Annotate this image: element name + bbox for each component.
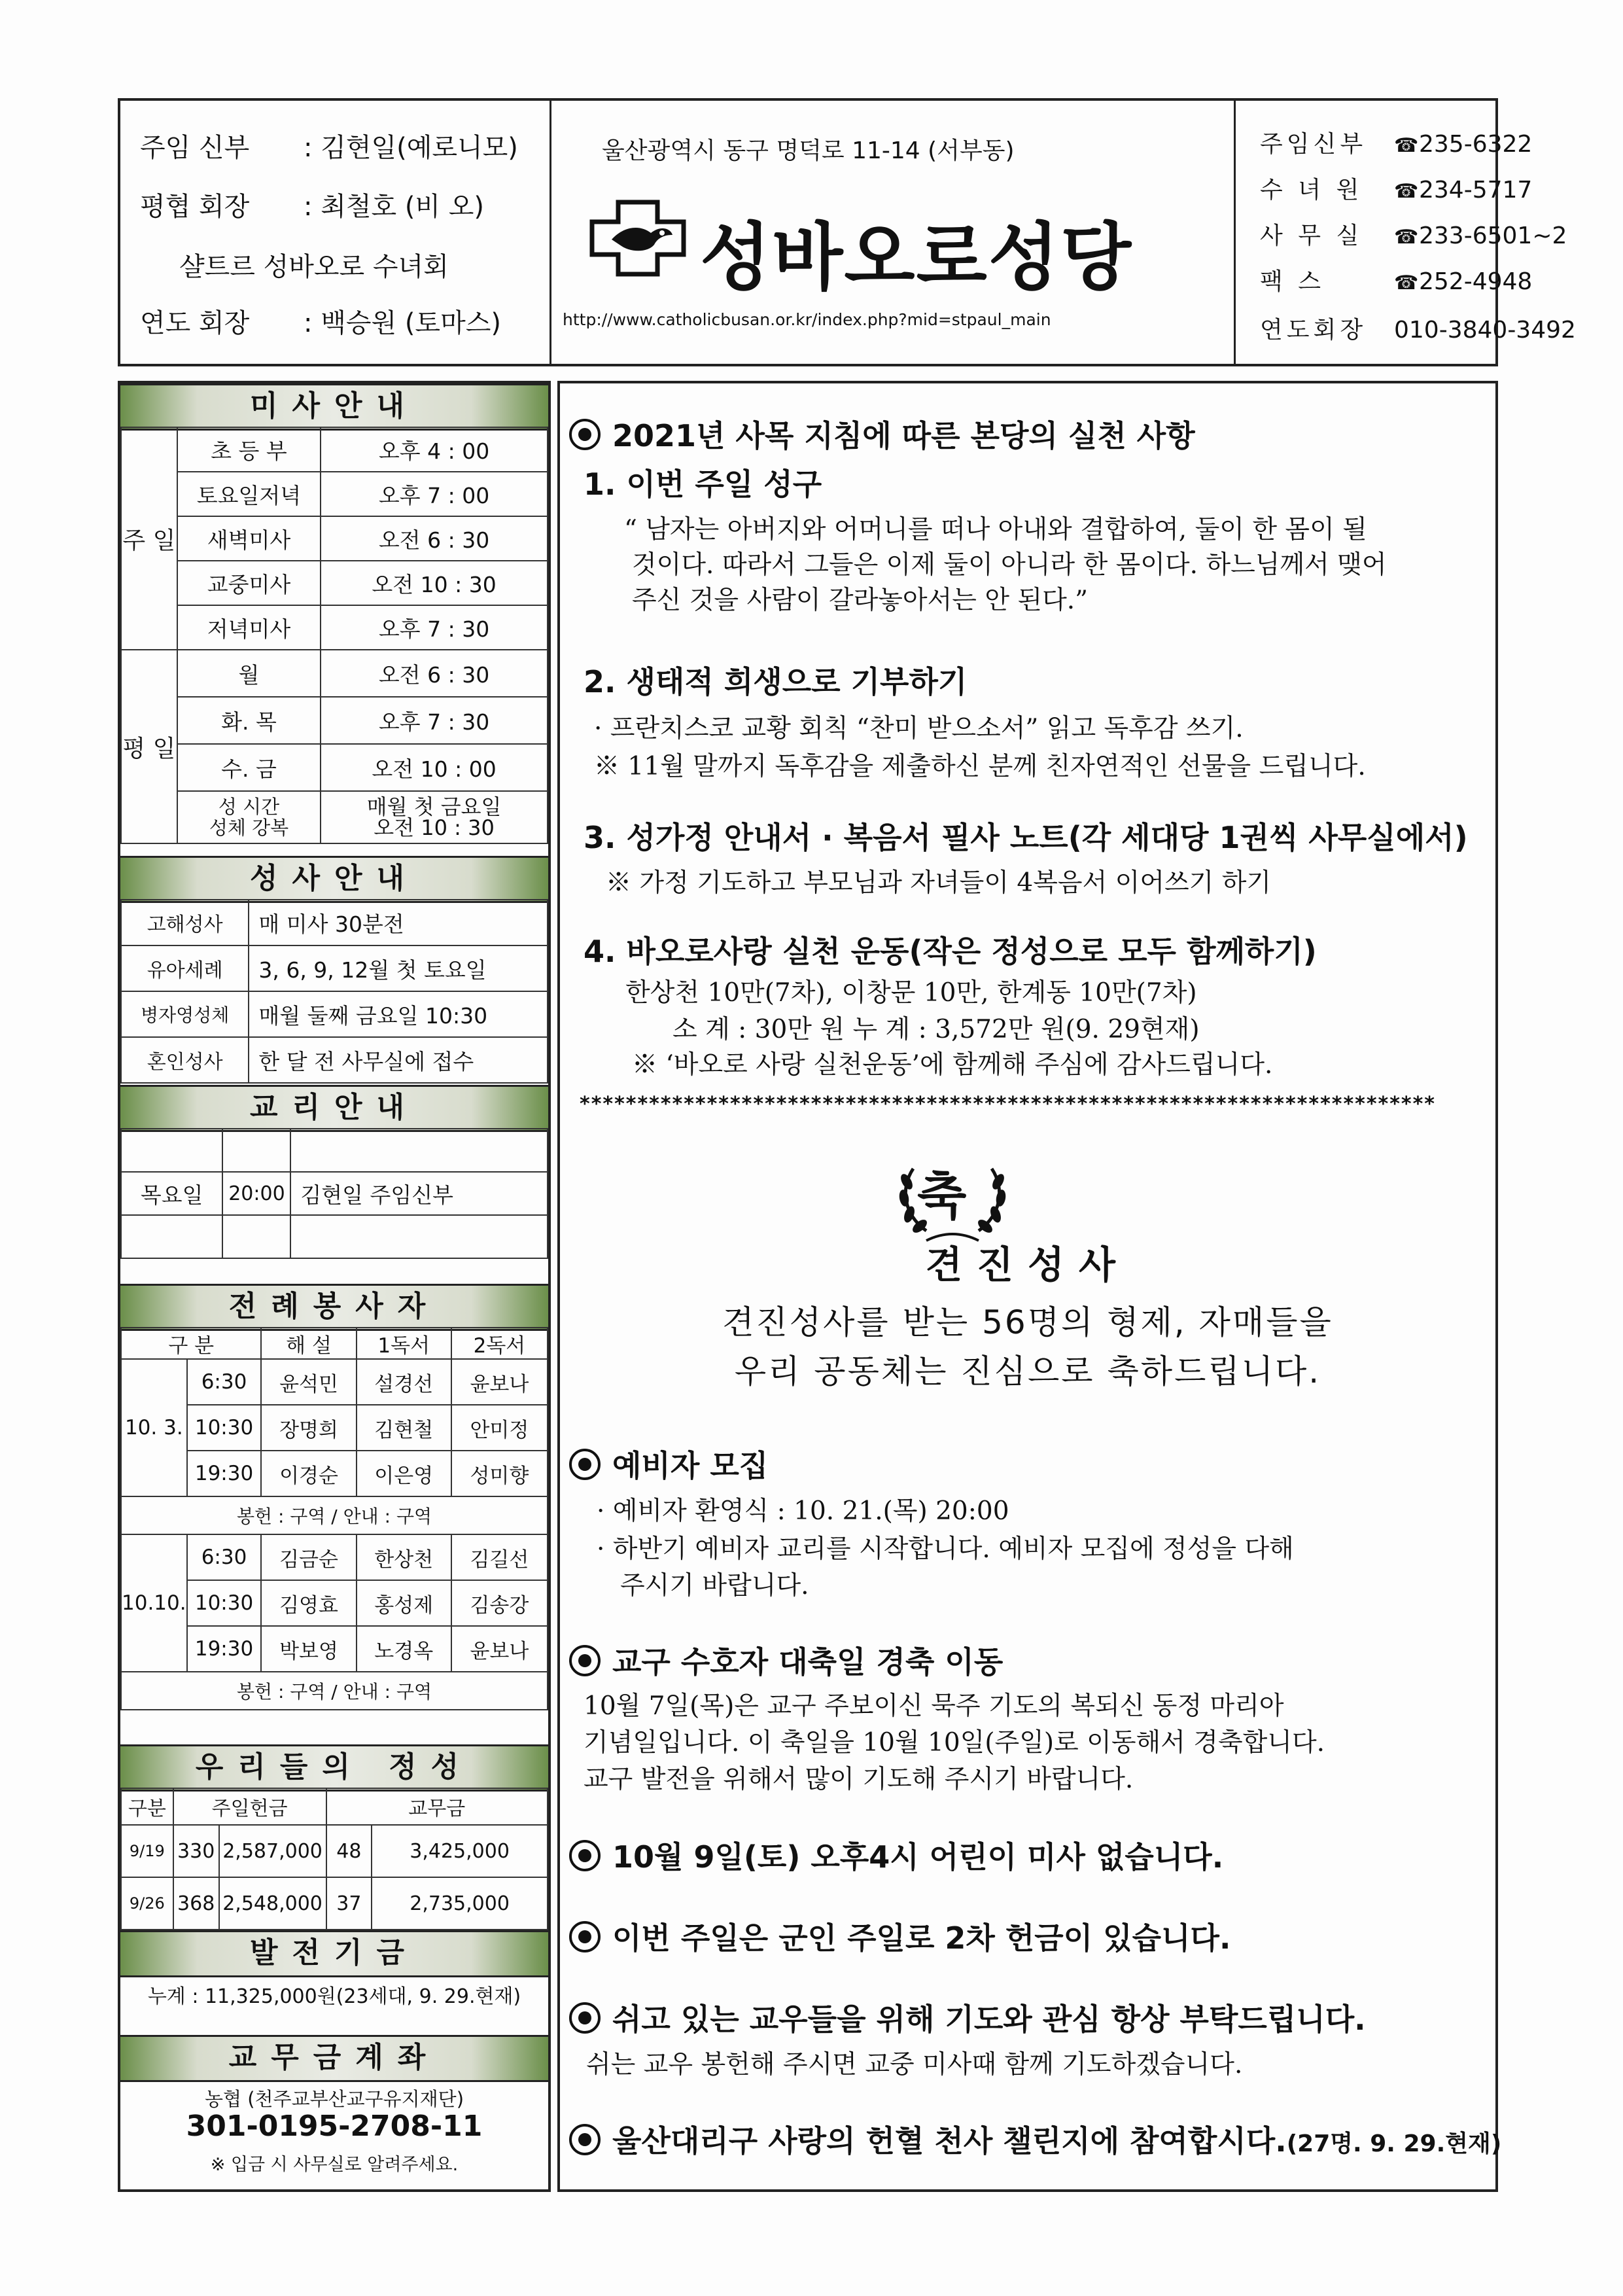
section-title: 예비자 모집 <box>612 1448 769 1483</box>
offering-heading: 우리들의 정성 <box>120 1744 548 1792</box>
contact-row <box>1260 171 1532 205</box>
catechism-day <box>121 1215 222 1258</box>
confirmation-title: 견진성사 <box>925 1243 1130 1287</box>
server-name: 이은영 <box>357 1451 451 1496</box>
feast-section <box>569 1638 1003 1682</box>
staff-row <box>140 127 518 164</box>
paul-love-line: 한상천 10만(7차), 이창문 10만, 한계동 10만(7차) <box>625 978 1197 1008</box>
contact-row <box>1260 263 1532 296</box>
contact-number: 252-4948 <box>1419 268 1533 295</box>
scripture-line: 주신 것을 사람이 갈라놓아서는 안 된다.” <box>632 586 1089 615</box>
announcements-panel <box>557 381 1502 2192</box>
feast-line: 기념일입니다. 이 축일을 10월 10일(주일)로 이동해서 경축합니다. <box>584 1728 1325 1757</box>
offering-count: 368 <box>173 1877 219 1930</box>
section-title: 교구 수호자 대축일 경축 이동 <box>612 1644 1003 1680</box>
contact-row <box>1260 126 1532 159</box>
sacrament-heading: 성사안내 <box>120 856 548 903</box>
confirmation-line: 우리 공동체는 진심으로 축하드립니다. <box>734 1352 1321 1390</box>
sacrament-name: 병자영성체 <box>121 991 249 1037</box>
sacrament-info: 3, 6, 9, 12월 첫 토요일 <box>249 945 548 991</box>
scripture-line: “ 남자는 아버지와 어머니를 떠나 아내와 결합하여, 둘이 한 몸이 될 <box>624 515 1367 544</box>
fund-heading: 발전기금 <box>120 1930 548 1977</box>
catechism-teacher <box>290 1215 548 1258</box>
staff-row <box>140 186 484 223</box>
server-name: 김현철 <box>357 1405 451 1451</box>
bullet-icon <box>569 1449 601 1480</box>
servers-note: 봉헌 : 구역 / 안내 : 구역 <box>121 1496 548 1534</box>
contact-row <box>1260 311 1576 345</box>
server-name: 김영효 <box>261 1580 356 1626</box>
account-bank: 농협 (천주교부산교구유지재단) <box>204 2088 464 2110</box>
servers-time: 6:30 <box>187 1359 262 1405</box>
offering-date: 9/26 <box>121 1877 173 1930</box>
offering-amount: 3,425,000 <box>372 1825 548 1877</box>
offering-count: 48 <box>326 1825 372 1877</box>
no-kids-mass-notice <box>569 1833 1223 1877</box>
catechism-table <box>120 1128 548 1259</box>
feast-line: 10월 7일(목)은 교구 주보이신 묵주 기도의 복되신 동정 마리아 <box>584 1691 1284 1721</box>
server-name: 박보영 <box>261 1626 356 1672</box>
ecology-line: ※ 11월 말까지 독후감을 제출하신 분께 친자연적인 선물을 드립니다. <box>594 752 1366 781</box>
servers-date: 10. 3. <box>121 1359 187 1496</box>
mass-time: 오전 6 : 30 <box>321 650 548 697</box>
scripture-line: 것이다. 따라서 그들은 이제 둘이 아니라 한 몸이다. 하느님께서 맺어 <box>632 550 1387 580</box>
celebration-character: 축 <box>917 1167 967 1226</box>
paul-love-heading: 4. 바오로사랑 실천 운동(작은 정성으로 모두 함께하기) <box>584 934 1317 969</box>
catechism-time <box>222 1215 290 1258</box>
server-name: 노경옥 <box>357 1626 451 1672</box>
server-name: 한상천 <box>357 1534 451 1580</box>
server-name: 홍성제 <box>357 1580 451 1626</box>
bullet-icon <box>569 419 601 450</box>
offering-header: 교무금 <box>326 1788 548 1825</box>
church-logo-icon <box>589 199 687 277</box>
holy-family-line: ※ 가정 기도하고 부모님과 자녀들이 4복음서 이어쓰기 하기 <box>606 868 1272 898</box>
offering-amount: 2,548,000 <box>219 1877 326 1930</box>
catechumen-line: · 예비자 환영식 : 10. 21.(목) 20:00 <box>597 1496 1009 1526</box>
sacrament-name: 혼인성사 <box>121 1037 249 1083</box>
servers-note: 봉헌 : 구역 / 안내 : 구역 <box>121 1672 548 1710</box>
mass-time: 오후 4 : 00 <box>321 427 548 472</box>
section-title: 10월 9일(토) 오후4시 어린이 미사 없습니다. <box>612 1839 1224 1875</box>
address: 울산광역시 동구 명덕로 11-14 (서부동) <box>602 137 1015 164</box>
sacrament-info: 매 미사 30분전 <box>249 900 548 945</box>
catechism-day <box>121 1129 222 1172</box>
servers-table <box>120 1327 548 1710</box>
church-name: 성바오로성당 <box>700 215 1133 300</box>
phone-icon: ☎ <box>1394 134 1419 157</box>
mass-name: 저녁미사 <box>177 605 321 650</box>
sacrament-name: 고해성사 <box>121 900 249 945</box>
mass-name: 새벽미사 <box>177 516 321 561</box>
confirmation-line: 견진성사를 받는 56명의 형제, 자매들을 <box>722 1303 1333 1341</box>
contact-label: 사 무 실 <box>1260 222 1363 249</box>
mass-time: 오후 7 : 30 <box>321 697 548 744</box>
offering-count: 330 <box>173 1825 219 1877</box>
contact-number: 235-6322 <box>1419 131 1533 158</box>
mass-name: 초 등 부 <box>177 427 321 472</box>
offering-count: 37 <box>326 1877 372 1930</box>
info-sidebar <box>118 381 551 2192</box>
server-name: 김금순 <box>261 1534 356 1580</box>
ecology-heading: 2. 생태적 희생으로 기부하기 <box>584 664 968 699</box>
staff-role: 주임 신부 <box>140 133 250 163</box>
blood-donation-notice <box>569 2117 1501 2161</box>
military-sunday-notice <box>569 1915 1230 1958</box>
website-link[interactable]: http://www.catholicbusan.or.kr/index.php?mid=stpaul_main <box>563 310 1051 329</box>
contact-row <box>1260 217 1567 251</box>
offering-amount: 2,587,000 <box>219 1825 326 1877</box>
offering-header: 구분 <box>121 1788 173 1825</box>
server-name: 윤석민 <box>261 1359 356 1405</box>
staff-name: : 최철호 (비 오) <box>304 192 485 222</box>
holy-family-heading: 3. 성가정 안내서 · 복음서 필사 노트(각 세대당 1권씩 사무실에서) <box>584 820 1468 855</box>
server-name: 안미정 <box>451 1405 548 1451</box>
server-name: 이경순 <box>261 1451 356 1496</box>
staff-name: 샬트르 성바오로 수녀회 <box>179 252 449 282</box>
staff-name: : 백승원 (토마스) <box>304 308 501 338</box>
catechumen-line: 주시기 바랍니다. <box>620 1571 809 1600</box>
contact-label: 주임신부 <box>1260 131 1367 158</box>
server-name: 윤보나 <box>451 1626 548 1672</box>
contact-number: 234-5717 <box>1419 177 1533 203</box>
bullet-icon <box>569 2002 601 2034</box>
offering-date: 9/19 <box>121 1825 173 1877</box>
bullet-icon <box>569 1921 601 1952</box>
feast-line: 교구 발전을 위해서 많이 기도해 주시기 바랍니다. <box>584 1765 1134 1794</box>
sacrament-info: 한 달 전 사무실에 접수 <box>249 1037 548 1083</box>
header-staff-panel <box>120 101 551 364</box>
account-number: 301-0195-2708-11 <box>186 2110 483 2143</box>
server-name: 설경선 <box>357 1359 451 1405</box>
mass-name: 성 시간 성체 강복 <box>177 791 321 843</box>
mass-time: 오전 6 : 30 <box>321 516 548 561</box>
mass-name: 월 <box>177 650 321 697</box>
resting-members-notice <box>569 1996 1366 2039</box>
section-title: 2021년 사목 지침에 따른 본당의 실천 사항 <box>612 418 1195 453</box>
mass-time: 오후 7 : 00 <box>321 472 548 516</box>
mass-name: 교중미사 <box>177 561 321 605</box>
mass-time: 오후 7 : 30 <box>321 605 548 650</box>
contact-label: 수 녀 원 <box>1260 177 1363 203</box>
catechism-teacher: 김현일 주임신부 <box>290 1172 548 1215</box>
staff-role: 연도 회장 <box>140 308 250 338</box>
bullet-icon <box>569 1840 601 1871</box>
resting-members-line: 쉬는 교우 봉헌해 주시면 교중 미사때 함께 기도하겠습니다. <box>586 2050 1243 2079</box>
weekday-label: 평 일 <box>121 650 177 843</box>
sacrament-table <box>120 899 548 1084</box>
contact-label: 연도회장 <box>1260 317 1367 344</box>
servers-date: 10.10. <box>121 1534 187 1672</box>
header-contact-panel <box>1234 101 1576 364</box>
blood-donation-count: (27명. 9. 29.현재) <box>1286 2130 1502 2157</box>
servers-time: 19:30 <box>187 1451 262 1496</box>
server-name: 윤보나 <box>451 1359 548 1405</box>
catechism-day: 목요일 <box>121 1172 222 1215</box>
mass-schedule-table <box>120 427 548 844</box>
servers-heading: 전례봉사자 <box>120 1284 548 1331</box>
paul-love-thanks: ※ ‘바오로 사랑 실천운동’에 함께해 주심에 감사드립니다. <box>632 1050 1273 1080</box>
server-name: 성미향 <box>451 1451 548 1496</box>
header-title-panel <box>550 101 1236 364</box>
servers-header: 해 설 <box>261 1328 356 1359</box>
servers-time: 10:30 <box>187 1405 262 1451</box>
servers-time: 6:30 <box>187 1534 262 1580</box>
paul-love-totals: 소 계 : 30만 원 누 계 : 3,572만 원(9. 29현재) <box>672 1015 1200 1044</box>
fund-total: 누계 : 11,325,000원(23세대, 9. 29.현재) <box>147 1985 521 2008</box>
servers-header: 2독서 <box>451 1328 548 1359</box>
ecology-line: · 프란치스코 교황 회칙 “찬미 받으소서” 읽고 독후감 쓰기. <box>594 714 1244 743</box>
servers-time: 19:30 <box>187 1626 262 1672</box>
servers-time: 10:30 <box>187 1580 262 1626</box>
mass-schedule-heading: 미사안내 <box>120 383 548 431</box>
offering-table <box>120 1788 548 1930</box>
contact-number: 233-6501~2 <box>1419 222 1567 249</box>
section-title: 쉬고 있는 교우들을 위해 기도와 관심 항상 부탁드립니다. <box>612 2002 1366 2037</box>
mass-name: 수. 금 <box>177 744 321 791</box>
phone-icon: ☎ <box>1394 180 1419 203</box>
phone-icon: ☎ <box>1394 272 1419 294</box>
staff-role: 평협 회장 <box>140 192 250 222</box>
catechism-time: 20:00 <box>222 1172 290 1215</box>
staff-name: : 김현일(예로니모) <box>304 133 518 163</box>
catechism-heading: 교리안내 <box>120 1085 548 1132</box>
header-box <box>118 98 1576 366</box>
contact-number: 010-3840-3492 <box>1394 317 1576 344</box>
account-note: ※ 입금 시 사무실로 알려주세요. <box>210 2155 459 2175</box>
catechism-time <box>222 1129 290 1172</box>
catechumen-section <box>569 1442 768 1485</box>
server-name: 김길선 <box>451 1534 548 1580</box>
mass-name: 토요일저녁 <box>177 472 321 516</box>
section-divider: ************************************************************************** <box>580 1093 1436 1116</box>
staff-row <box>179 246 449 283</box>
catechism-teacher <box>290 1129 548 1172</box>
staff-row <box>140 302 501 340</box>
mass-name: 화. 목 <box>177 697 321 744</box>
section-title: 울산대리구 사랑의 헌혈 천사 챌린지에 참여합시다. <box>612 2123 1287 2159</box>
server-name: 김송강 <box>451 1580 548 1626</box>
catechumen-line: · 하반기 예비자 교리를 시작합니다. 예비자 모집에 정성을 다해 <box>597 1534 1294 1564</box>
servers-header: 구 분 <box>121 1328 261 1359</box>
mass-time: 매월 첫 금요일 오전 10 : 30 <box>321 791 548 843</box>
scripture-heading: 1. 이번 주일 성구 <box>584 467 822 502</box>
bullet-icon <box>569 2124 601 2155</box>
mass-time: 오전 10 : 00 <box>321 744 548 791</box>
sacrament-name: 유아세례 <box>121 945 249 991</box>
server-name: 장명희 <box>261 1405 356 1451</box>
bullet-icon <box>569 1645 601 1676</box>
pastoral-section <box>569 412 1195 455</box>
phone-icon: ☎ <box>1394 226 1419 249</box>
section-title: 이번 주일은 군인 주일로 2차 헌금이 있습니다. <box>612 1920 1231 1956</box>
sacrament-info: 매월 둘째 금요일 10:30 <box>249 991 548 1037</box>
account-heading: 교무금계좌 <box>120 2035 548 2082</box>
offering-header: 주일헌금 <box>173 1788 326 1825</box>
offering-amount: 2,735,000 <box>372 1877 548 1930</box>
sunday-label: 주 일 <box>121 427 177 650</box>
mass-time: 오전 10 : 30 <box>321 561 548 605</box>
contact-label: 팩 스 <box>1260 268 1325 295</box>
servers-header: 1독서 <box>357 1328 451 1359</box>
